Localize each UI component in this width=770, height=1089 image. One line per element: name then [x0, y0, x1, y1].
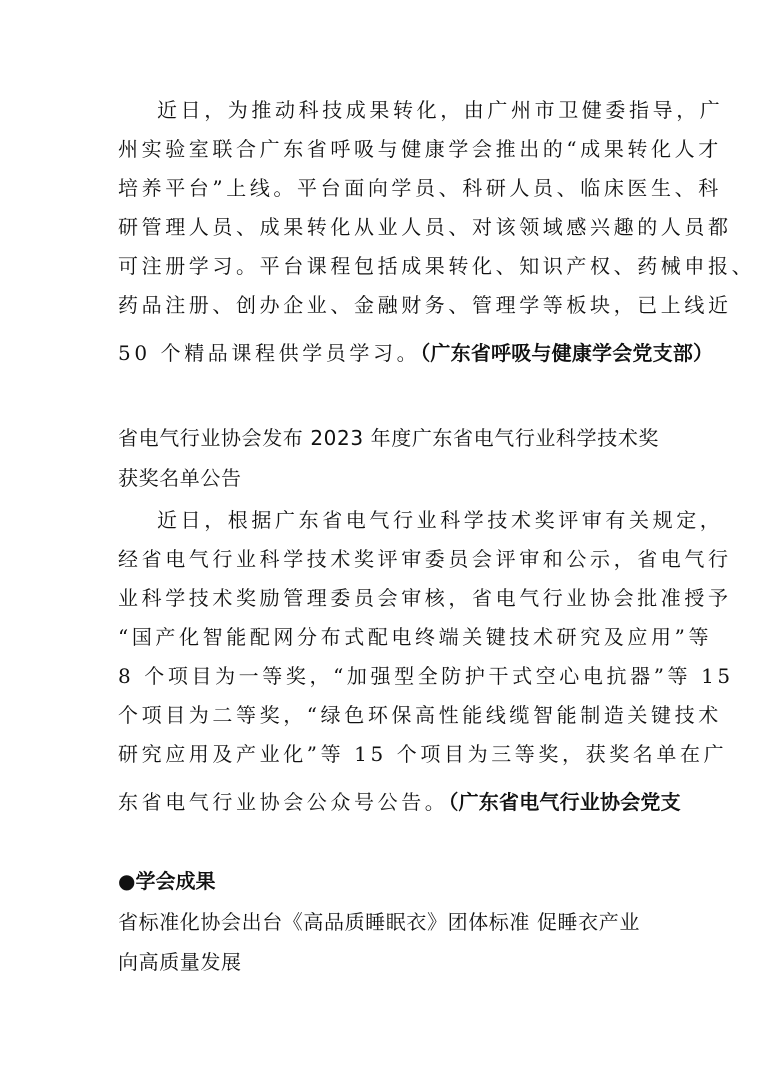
article1-line-2: 州实验室联合广东省呼吸与健康学会推出的“成果转化人才: [118, 137, 722, 161]
article1-last-line-text: 50 个精品课程供学员学习。: [118, 341, 421, 365]
article2-title-line-2: 获奖名单公告: [118, 466, 242, 490]
article2-line-4: “国产化智能配网分布式配电终端关键技术研究及应用”等: [118, 625, 713, 649]
article2-title-line-1: 省电气行业协会发布 2023 年度广东省电气行业科学技术奖: [118, 426, 660, 450]
article1-source: （广东省呼吸与健康学会党支部）: [420, 341, 714, 365]
article1-line-4: 研管理人员、成果转化从业人员、对该领域感兴趣的人员都: [118, 215, 732, 239]
article1-line-3: 培养平台”上线。平台面向学员、科研人员、临床医生、科: [118, 176, 722, 200]
article2-line-5: 8 个项目为一等奖，“加强型全防护干式空心电抗器”等 15: [118, 664, 734, 688]
article2-line-3: 业科学技术奖励管理委员会审核，省电气行业协会批准授予: [118, 586, 732, 610]
article3-title-line-2: 向高质量发展: [118, 950, 242, 974]
article1-line-1: 近日，为推动科技成果转化，由广州市卫健委指导，广: [157, 98, 724, 122]
article2-line-2: 经省电气行业科学技术奖评审委员会评审和公示，省电气行: [118, 547, 732, 571]
article2-line-7: 研究应用及产业化”等 15 个项目为三等奖，获奖名单在广: [118, 742, 728, 766]
article2-line-1: 近日，根据广东省电气行业科学技术奖评审有关规定，: [157, 508, 724, 532]
article2-source: （广东省电气行业协会党支: [448, 790, 681, 814]
article2-line-8: [118, 790, 681, 814]
article1-line-7: [118, 341, 713, 365]
article2-line-6: 个项目为二等奖，“绿色环保高性能线缆智能制造关键技术: [118, 703, 722, 727]
article2-last-line-text: 东省电气行业协会公众号公告。: [118, 790, 449, 814]
article1-line-5: 可注册学习。平台课程包括成果转化、知识产权、药械申报、: [118, 254, 756, 278]
article1-line-6: 药品注册、创办企业、金融财务、管理学等板块，已上线近: [118, 293, 732, 317]
section-heading: ●学会成果: [118, 869, 216, 893]
article3-title-line-1: 省标准化协会出台《高品质睡眠衣》团体标准 促睡衣产业: [118, 910, 640, 934]
